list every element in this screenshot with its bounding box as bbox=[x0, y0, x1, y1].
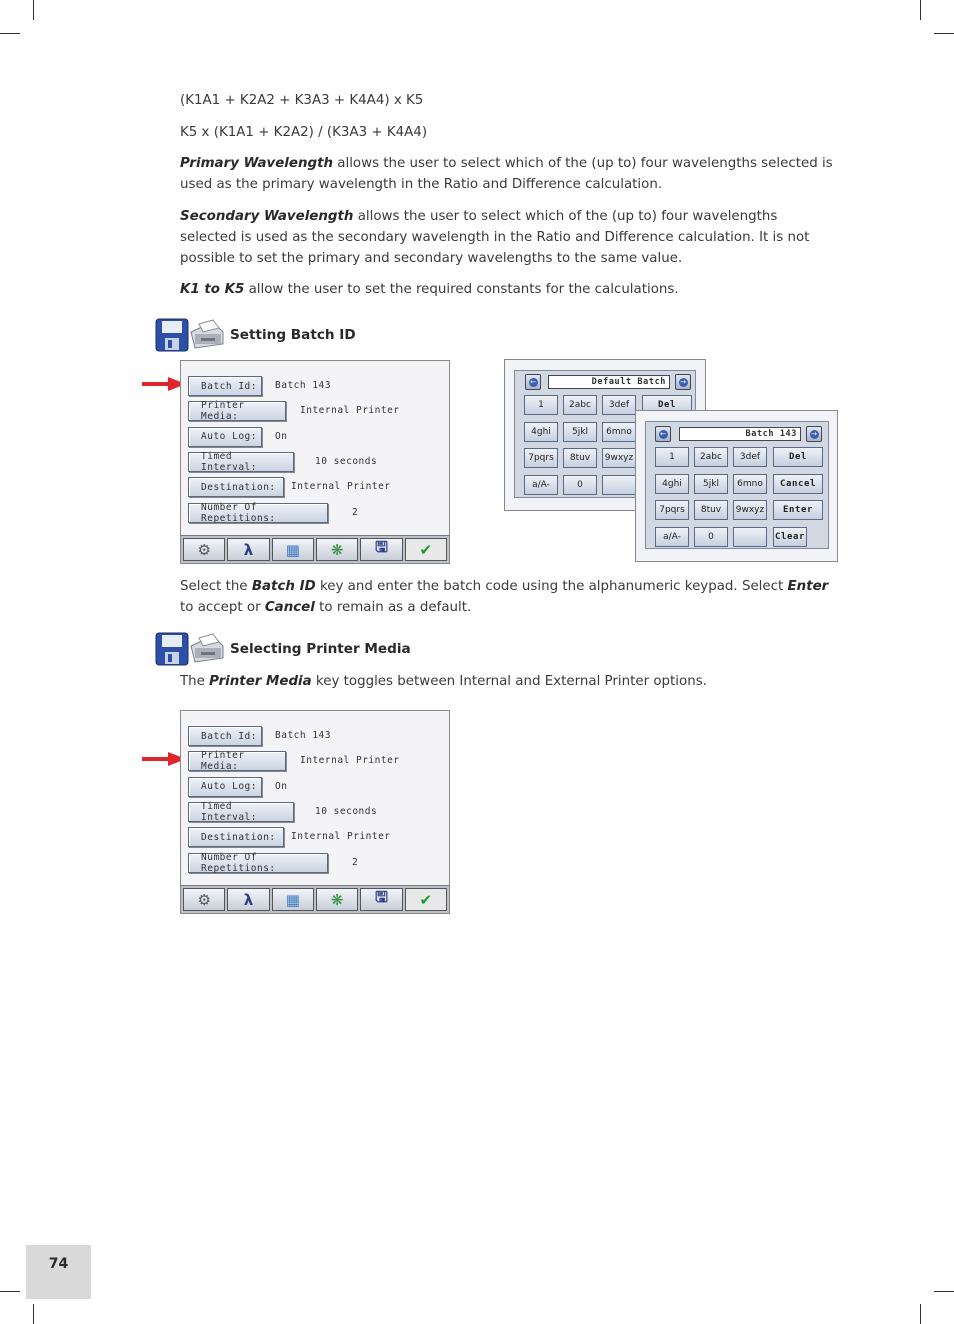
keypad-key[interactable]: 2abc bbox=[694, 447, 728, 467]
settings-icon[interactable]: ⚙ bbox=[183, 888, 225, 911]
setting-value: Internal Printer bbox=[300, 405, 400, 417]
setting-key-button[interactable]: Printer Media: bbox=[188, 751, 286, 771]
primary-wavelength-paragraph: Primary Wavelength allows the user to select which of the (up to) four wavelengths selected is used as the primary wavelength in the Ratio and Difference calculation. bbox=[180, 156, 833, 192]
printer-media-instructions: The Printer Media key toggles between Internal and External Printer options. bbox=[180, 674, 707, 689]
calculator-icon[interactable]: ▦ bbox=[272, 888, 314, 911]
save-print-icon[interactable]: 🖫 bbox=[360, 888, 402, 911]
formula-2: K5 x (K1A1 + K2A2) / (K3A3 + K4A4) bbox=[180, 125, 428, 140]
save-print-icon[interactable]: 🖫 bbox=[360, 538, 402, 561]
crop-mark bbox=[934, 1291, 954, 1292]
setting-key-button[interactable]: Destination: bbox=[188, 827, 284, 847]
setting-key-button[interactable]: Batch Id: bbox=[188, 376, 262, 396]
keypad-blank-key[interactable] bbox=[602, 475, 636, 495]
setting-key-button[interactable]: Number Of Repetitions: bbox=[188, 503, 328, 523]
keypad-key[interactable]: a/A- bbox=[524, 475, 558, 495]
keypad-key[interactable]: 8tuv bbox=[694, 500, 728, 520]
batch-name-field[interactable]: Default Batch bbox=[548, 375, 670, 389]
k1-k5-paragraph: K1 to K5 allow the user to set the required constants for the calculations. bbox=[180, 282, 679, 297]
settings-icon[interactable]: ⚙ bbox=[183, 538, 225, 561]
k1-k5-term: K1 to K5 bbox=[180, 282, 245, 297]
crop-mark bbox=[920, 1304, 921, 1324]
setting-value: 2 bbox=[352, 856, 359, 868]
keypad-key[interactable]: 4ghi bbox=[655, 474, 689, 494]
forward-arrow-icon[interactable]: → bbox=[675, 374, 691, 390]
setting-value: Internal Printer bbox=[300, 755, 400, 767]
setting-value: 10 seconds bbox=[315, 455, 378, 467]
crop-mark bbox=[0, 33, 20, 34]
primary-wavelength-term: Primary Wavelength bbox=[180, 156, 334, 171]
setting-key-button[interactable]: Batch Id: bbox=[188, 726, 262, 746]
keypad-key[interactable]: a/A- bbox=[655, 527, 689, 547]
keypad-key[interactable]: 5jkl bbox=[563, 422, 597, 442]
keypad-key[interactable]: 1 bbox=[655, 447, 689, 467]
keypad-key[interactable]: 0 bbox=[563, 475, 597, 495]
setting-key-button[interactable]: Printer Media: bbox=[188, 401, 286, 421]
back-arrow-icon[interactable]: ← bbox=[525, 374, 541, 390]
keypad-key[interactable]: 2abc bbox=[563, 395, 597, 415]
keypad-key[interactable]: Cancel bbox=[773, 474, 823, 494]
keypad-key[interactable]: 3def bbox=[733, 447, 767, 467]
crop-mark bbox=[33, 0, 34, 20]
setting-value: Batch 143 bbox=[275, 730, 331, 741]
crop-mark bbox=[934, 33, 954, 34]
keypad-key[interactable]: 9wxyz bbox=[733, 500, 767, 520]
batch-id-term: Batch ID bbox=[251, 579, 316, 594]
keypad-key[interactable]: 4ghi bbox=[524, 422, 558, 442]
keypad-key[interactable]: 7pqrs bbox=[655, 500, 689, 520]
setting-key-button[interactable]: Number Of Repetitions: bbox=[188, 853, 328, 873]
keypad-key[interactable]: Del bbox=[773, 447, 823, 467]
setting-value: On bbox=[275, 780, 288, 792]
back-arrow-icon[interactable]: ← bbox=[655, 426, 671, 442]
secondary-wavelength-paragraph: Secondary Wavelength allows the user to select which of the (up to) four wavelengths selected is used as the secondary wavelength in the Ratio and Difference calculation. It is not possible to set the primary and secondary wavelengths to the same value. bbox=[180, 209, 810, 266]
keypad-blank-key[interactable] bbox=[733, 527, 767, 547]
lambda-icon[interactable]: λ bbox=[227, 888, 269, 911]
puzzle-icon[interactable]: ❋ bbox=[316, 888, 358, 911]
check-icon[interactable]: ✔ bbox=[405, 888, 447, 911]
crop-mark bbox=[920, 0, 921, 20]
setting-value: 10 seconds bbox=[315, 805, 378, 817]
screen-toolbar bbox=[181, 535, 449, 563]
enter-term: Enter bbox=[787, 579, 829, 594]
keypad-key[interactable]: 7pqrs bbox=[524, 448, 558, 468]
secondary-wavelength-term: Secondary Wavelength bbox=[180, 209, 354, 224]
section-heading-batch-id bbox=[155, 318, 356, 352]
keypad-key[interactable]: 6mno bbox=[733, 474, 767, 494]
keypad-key[interactable]: 0 bbox=[694, 527, 728, 547]
keypad-key[interactable]: 8tuv bbox=[563, 448, 597, 468]
keypad-key[interactable]: 5jkl bbox=[694, 474, 728, 494]
batch-id-instructions: Select the Batch ID key and enter the batch code using the alphanumeric keypad. Select Enter to accept or Cancel to remain as a default. bbox=[180, 579, 829, 615]
batch-name-field[interactable]: Batch 143 bbox=[679, 427, 801, 441]
crop-mark bbox=[0, 1291, 20, 1292]
setting-key-button[interactable]: Destination: bbox=[188, 477, 284, 497]
page-number: 74 bbox=[26, 1245, 91, 1299]
printer-media-screen bbox=[180, 710, 450, 914]
puzzle-icon[interactable]: ❋ bbox=[316, 538, 358, 561]
keypad-key[interactable]: Del bbox=[642, 395, 692, 415]
forward-arrow-icon[interactable]: → bbox=[806, 426, 822, 442]
setting-key-button[interactable]: Timed Interval: bbox=[188, 802, 294, 822]
setting-value: Internal Printer bbox=[291, 831, 391, 843]
section-heading-printer-media bbox=[155, 632, 411, 666]
keypad-key[interactable]: Enter bbox=[773, 500, 823, 520]
keypad-key[interactable]: 3def bbox=[602, 395, 636, 415]
batch-settings-screen bbox=[180, 360, 450, 564]
setting-value: Batch 143 bbox=[275, 380, 331, 391]
batch-143-keypad bbox=[635, 410, 838, 562]
check-icon[interactable]: ✔ bbox=[405, 538, 447, 561]
keypad-key[interactable]: Clear bbox=[773, 527, 807, 547]
keypad-key[interactable]: 9wxyz bbox=[602, 448, 636, 468]
keypad-key[interactable]: 1 bbox=[524, 395, 558, 415]
save-print-icon bbox=[155, 318, 225, 352]
calculator-icon[interactable]: ▦ bbox=[272, 538, 314, 561]
cancel-term: Cancel bbox=[264, 600, 315, 615]
lambda-icon[interactable]: λ bbox=[227, 538, 269, 561]
crop-mark bbox=[33, 1304, 34, 1324]
save-print-icon bbox=[155, 632, 225, 666]
keypad-key[interactable]: 6mno bbox=[602, 422, 636, 442]
setting-value: Internal Printer bbox=[291, 481, 391, 493]
section-title: Setting Batch ID bbox=[230, 327, 356, 343]
setting-value: 2 bbox=[352, 506, 359, 518]
formula-1: (K1A1 + K2A2 + K3A3 + K4A4) x K5 bbox=[180, 93, 424, 108]
setting-key-button[interactable]: Timed Interval: bbox=[188, 452, 294, 472]
printer-media-term: Printer Media bbox=[209, 674, 312, 689]
setting-key-button[interactable]: Auto Log: bbox=[188, 427, 262, 447]
setting-key-button[interactable]: Auto Log: bbox=[188, 777, 262, 797]
screen-toolbar bbox=[181, 885, 449, 913]
setting-value: On bbox=[275, 430, 288, 442]
section-title: Selecting Printer Media bbox=[230, 641, 411, 657]
